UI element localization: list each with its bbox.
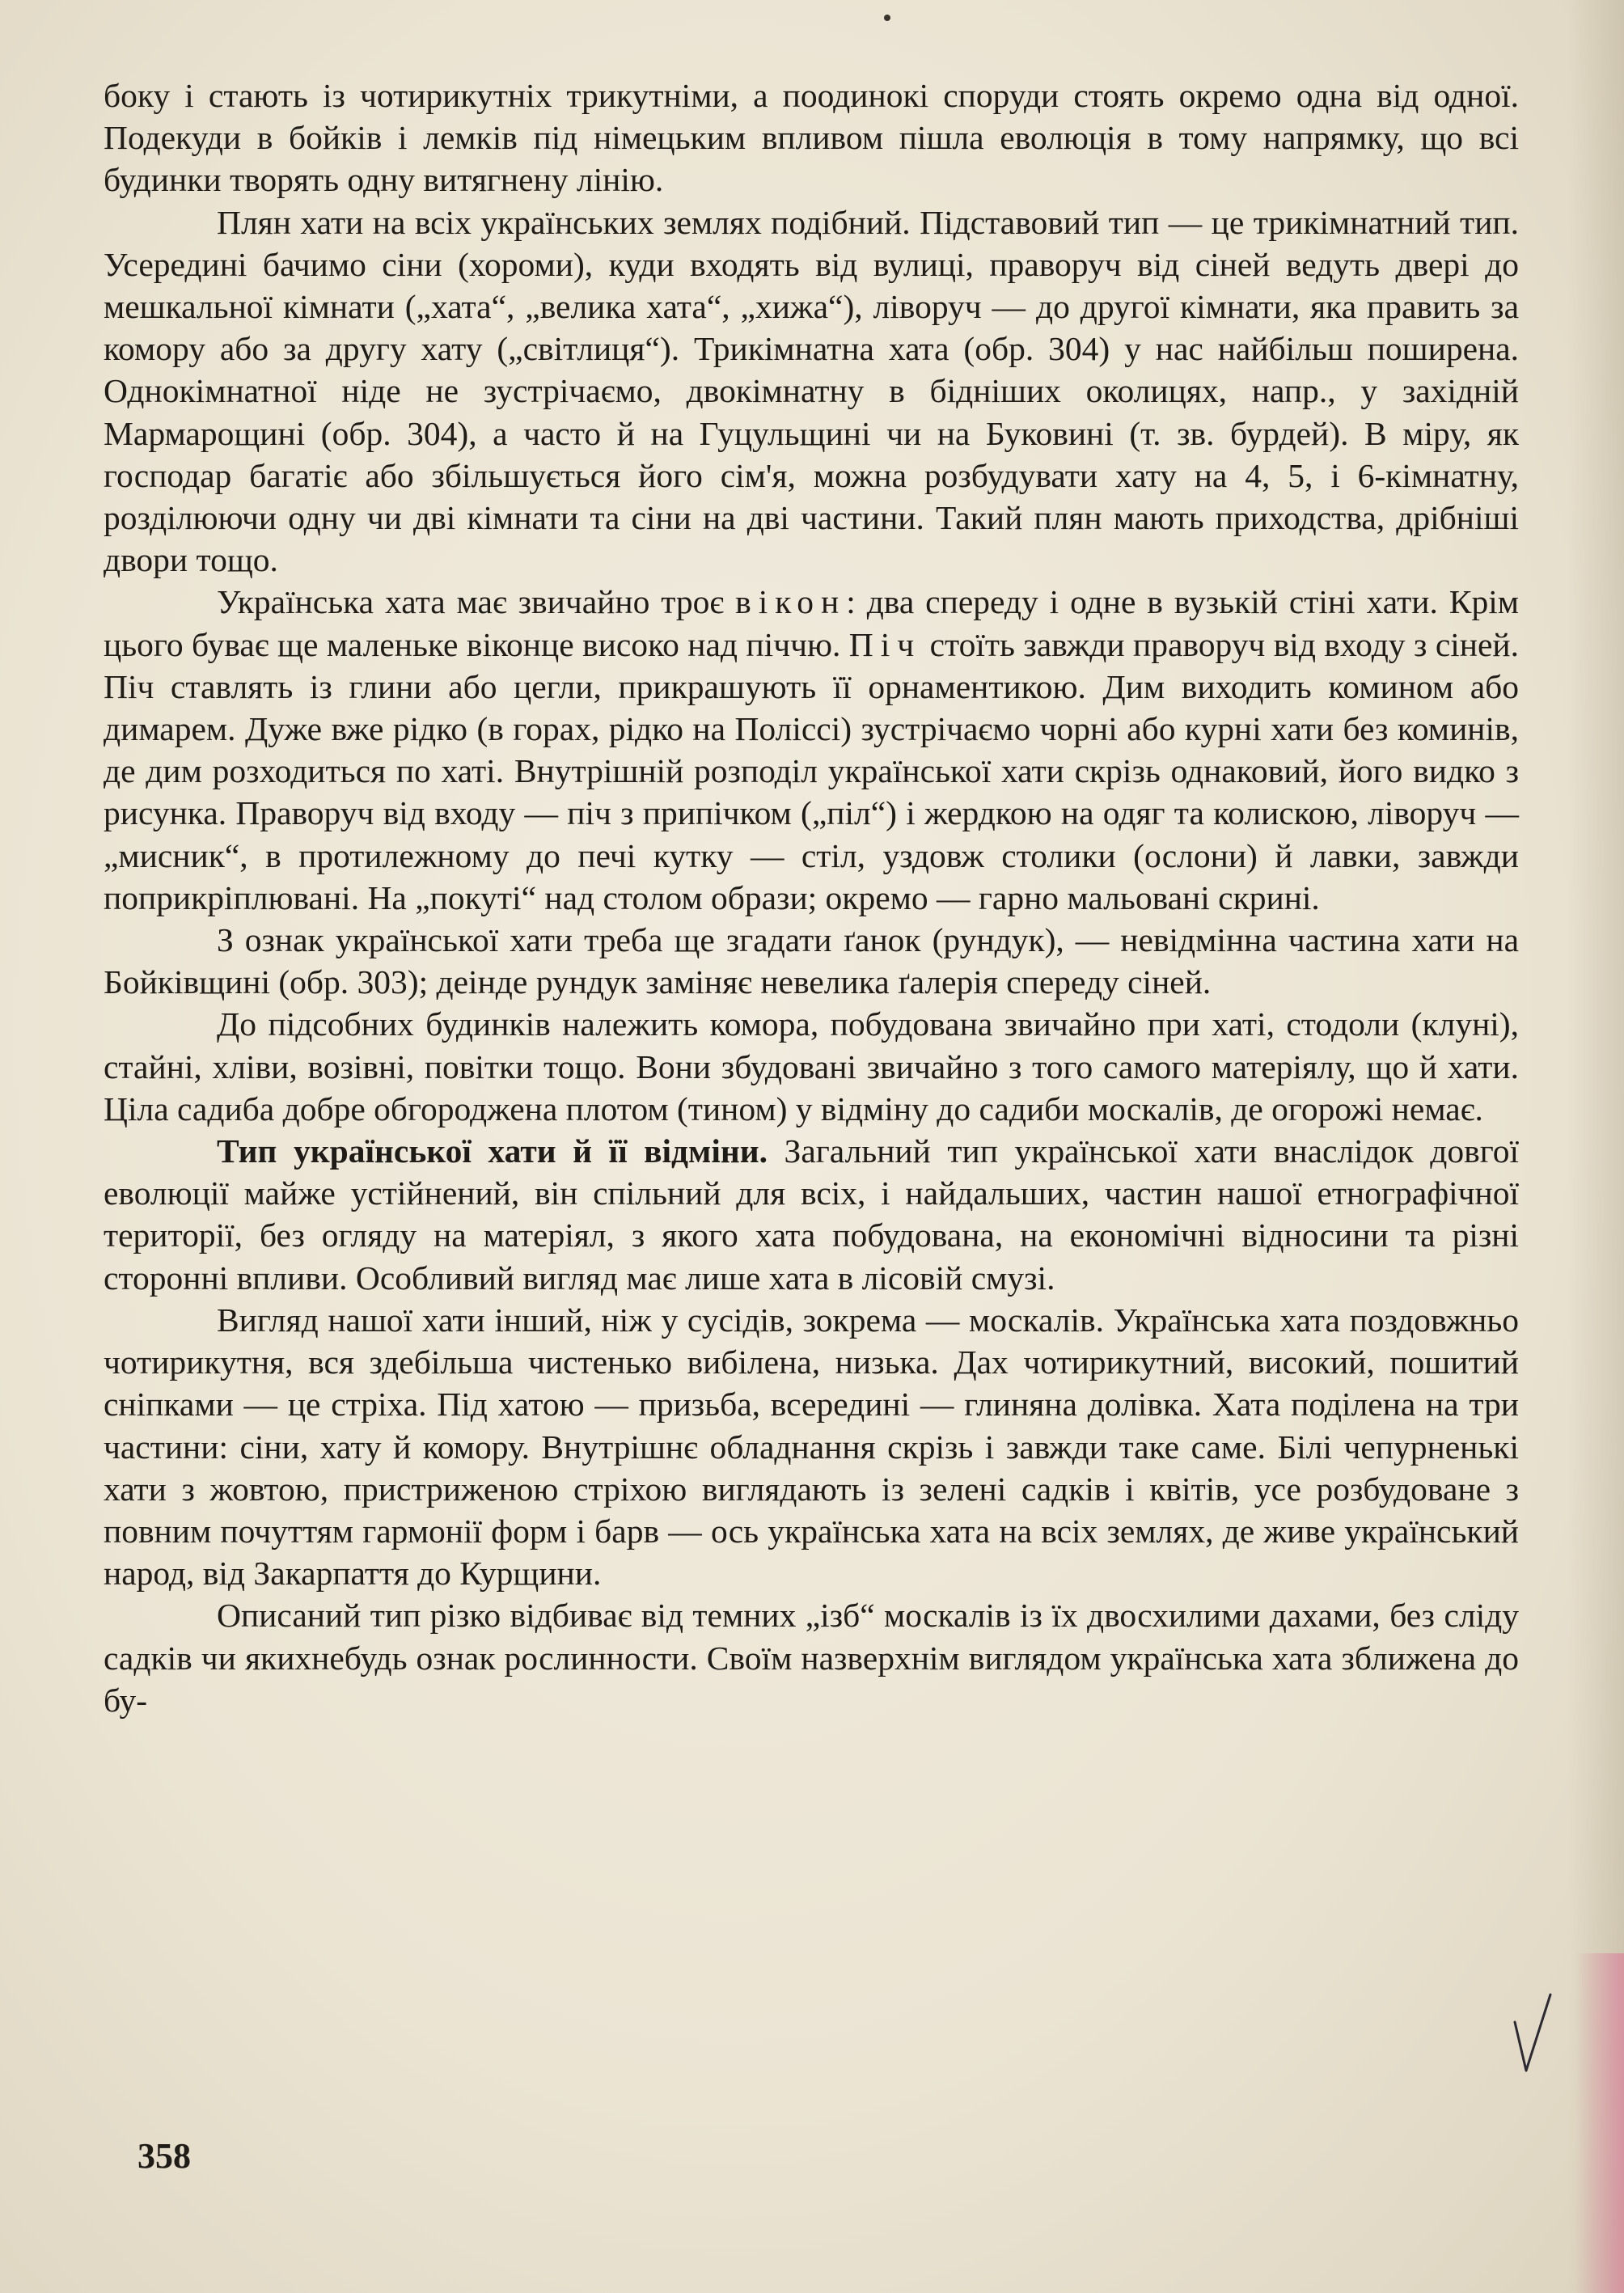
body-text (104, 74, 1519, 1721)
paragraph-1: боку і стають із чотирикутніх трикутніми, а поодинокі споруди стоять окремо одна від одної. Подекуди в бойків і лемків під німецьким впливом пішла еволюція в тому напрямку, що всі будинки творять одну витягнену лінію. (104, 77, 1519, 199)
paragraph-3-part-1: Українська хата має звичайно троє (217, 583, 736, 621)
paragraph-7: Вигляд нашої хати інший, ніж у сусідів, зокрема — москалів. Українська хата поздовжньо чотирикутня, вся здебільша чистенько вибілена, низька. Дах чотирикутний, високий, пошитий сніпками — це стріха. Під хатою — призьба, всередині — глиняна долівка. Хата поділена на три частини: сіни, хату й комору. Внутрішнє обладнання скрізь і завжди таке саме. Білі чепурненькі хати з жовтою, пристриженою стріхою виглядають із зелені садків і квітів, усе розбудоване з повним почуттям гармонії форм і барв — ось українська хата на всіх землях, де живе український народ, від Закарпаття до Курщини. (104, 1301, 1519, 1593)
paragraph-4: З ознак української хати треба ще згадати ґанок (рундук), — невідмінна частина хати на Бойківщині (обр. 303); деінде рундук заміняє невелика ґалерія спереду сіней. (104, 921, 1519, 1001)
paragraph-3 (104, 581, 1519, 919)
spaced-word-vikon: вікон (735, 583, 847, 621)
pencil-mark-icon (1508, 1990, 1557, 2087)
section-heading: Тип української хати й її відміни. (217, 1132, 768, 1170)
paragraph-3-part-2: : два спереду і одне в вузькій стіні хати. Крім цього буває ще маленьке віконце високо над піччю. (104, 583, 1519, 663)
paragraph-6 (104, 1130, 1519, 1299)
paragraph-6-text: Загальний тип української хати внаслідок довгої еволюції майже устійнений, він спільний для всіх, і найдальших, частин нашої етнографічної території, без огляду на матеріял, з якого хата побудована, на економічні відносини та різні сторонні впливи. Особливий вигляд має лише хата в лісовій смузі. (104, 1132, 1519, 1297)
paragraph-5: До підсобних будинків належить комора, побудована звичайно при хаті, стодоли (клуні), стайні, хліви, возівні, повітки тощо. Вони збудовані звичайно з того самого матеріялу, що й хати. Ціла садиба добре обгороджена плотом (тином) у відміну до садиби москалів, де огорожі немає. (104, 1005, 1519, 1127)
print-speck (884, 15, 890, 21)
paragraph-2: Плян хати на всіх українських землях подібний. Підставовий тип — це трикімнатний тип. Усередині бачимо сіни (хороми), куди входять від вулиці, праворуч від сіней ведуть двері до мешкальної кімнати („хата“, „велика хата“, „хижа“), ліворуч — до другої кімнати, яка править за комору або за другу хату („світлиця“). Трикімнатна хата (обр. 304) у нас найбільш поширена. Однокімнатної ніде не зустрічаємо, двокімнатну в бідніших околицях, напр., у західній Мармарощині (обр. 304), а часто й на Гуцульщині чи на Буковині (т. зв. бурдей). В міру, як господар багатіє або збільшується його сім'я, можна розбудувати хату на 4, 5, і 6-кімнатну, розділюючи одну чи дві кімнати та сіни на дві частини. Такий плян мають приходства, дрібніші двори тощо. (104, 203, 1519, 579)
page-edge-shadow (1567, 0, 1624, 2293)
paragraph-8: Описаний тип різко відбиває від темних „ізб“ москалів із їх двосхилими дахами, без сліду садків чи якихнебудь ознак рослинности. Своїм назверхнім виглядом українська хата зближена до бу- (104, 1597, 1519, 1719)
spaced-word-pich: Піч (848, 625, 922, 663)
paragraph-3-part-3: стоїть завжди праворуч від входу з сіней. Піч ставлять із глини або цегли, прикрашують її орнаментикою. Дим виходить комином або димарем. Дуже вже рідко (в горах, рідко на Поліссі) зустрічаємо чорні або курні хати без коминів, де дим розходиться по хаті. Внутрішній розподіл української хати скрізь однаковий, його видко з рисунка. Праворуч від входу — піч з припічком („піл“) і жердкою на одяг та колискою, ліворуч — „мисник“, в протилежному до печі кутку — стіл, уздовж столики (ослони) й лавки, завжди поприкріплювані. На „покуті“ над столом образи; окремо — гарно мальовані скрині. (104, 625, 1519, 916)
page-corner-tint (1575, 1953, 1624, 2293)
page-number: 358 (137, 2136, 191, 2176)
